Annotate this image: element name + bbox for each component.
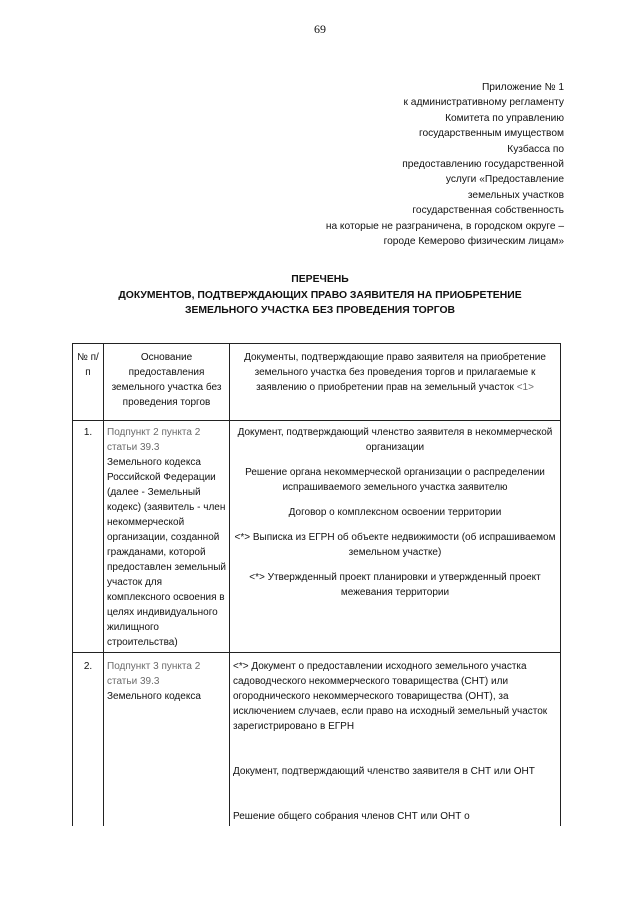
row-num: 2. [73,653,104,827]
row-docs [230,653,561,827]
appendix-header [244,80,564,249]
row-basis [104,653,230,827]
doc-item: Решение органа некоммерческой организации о распределении испрашиваемого земельного участка заявителю [245,467,545,493]
footnote-ref-link[interactable]: <1> [516,382,534,393]
appendix-line: Кузбасса по [507,143,564,155]
basis-link[interactable]: Подпункт 2 пункта 2 статьи 39.3 [107,427,201,453]
doc-item: <*> Документ о предоставлении исходного земельного участка садоводческого некоммерческого товарищества (СНТ) или огороднического некоммерческого товарищества (ОНТ), за исключением случаев, если право на исходный земельный участок зарегистрировано в ЕГРН [233,661,548,732]
doc-item: <*> Выписка из ЕГРН об объекте недвижимости (об испрашиваемом земельном участке) [234,532,556,558]
appendix-line: предоставлению государственной [402,159,564,171]
title-line-2: ДОКУМЕНТОВ, ПОДТВЕРЖДАЮЩИХ ПРАВО ЗАЯВИТЕЛЯ НА ПРИОБРЕТЕНИЕ [118,289,522,301]
appendix-line: на которые не разграничена, в городском округе – [325,220,564,232]
title-line-1: ПЕРЕЧЕНЬ [291,274,349,285]
appendix-line: городе Кемерово физическим лицам» [383,236,564,248]
doc-item: Документ, подтверждающий членство заявителя в СНТ или ОНТ [233,766,535,777]
header-basis: Основание предоставления земельного участка без проведения торгов [104,344,230,421]
appendix-line: земельных участков [467,189,564,201]
row-docs [230,421,561,653]
header-docs [230,344,561,421]
appendix-line: Комитета по управлению [445,112,564,124]
title-line-3: ЗЕМЕЛЬНОГО УЧАСТКА БЕЗ ПРОВЕДЕНИЯ ТОРГОВ [184,305,456,316]
appendix-line: услуги «Предоставление [445,174,564,186]
table-header-row [73,344,561,421]
page-number: 69 [314,22,326,36]
doc-item: Документ, подтверждающий членство заявителя в некоммерческой организации [237,427,553,453]
appendix-line: Приложение № 1 [481,82,564,93]
header-num: № п/п [73,344,104,421]
doc-item: Договор о комплексном освоении территории [288,507,502,518]
table-row [73,421,561,653]
doc-item: Решение общего собрания членов СНТ или ОНТ о [233,811,470,822]
row-num: 1. [73,421,104,653]
row-basis [104,421,230,653]
header-docs-text: Документы, подтверждающие право заявителя на приобретение земельного участка без проведения торгов и прилагаемые к заявлению о приобретении прав на земельный участок [244,352,546,393]
appendix-line: государственным имуществом [419,128,564,140]
doc-item: <*> Утвержденный проект планировки и утвержденный проект межевания территории [249,572,541,598]
table-row [73,653,561,827]
appendix-line: к административному регламенту [403,97,564,109]
basis-text: Земельного кодекса Российской Федерации (далее - Земельный кодекс) (заявитель - член некоммерческой организации, созданной гражданами, которой предоставлен земельный участок для комплексного освоения в целях индивидуального жилищного строительства) [107,457,227,648]
basis-link[interactable]: Подпункт 3 пункта 2 статьи 39.3 [107,661,201,687]
basis-text: Земельного кодекса [107,691,201,702]
documents-table [72,343,561,826]
document-title [0,272,640,319]
appendix-line: государственная собственность [412,205,564,217]
